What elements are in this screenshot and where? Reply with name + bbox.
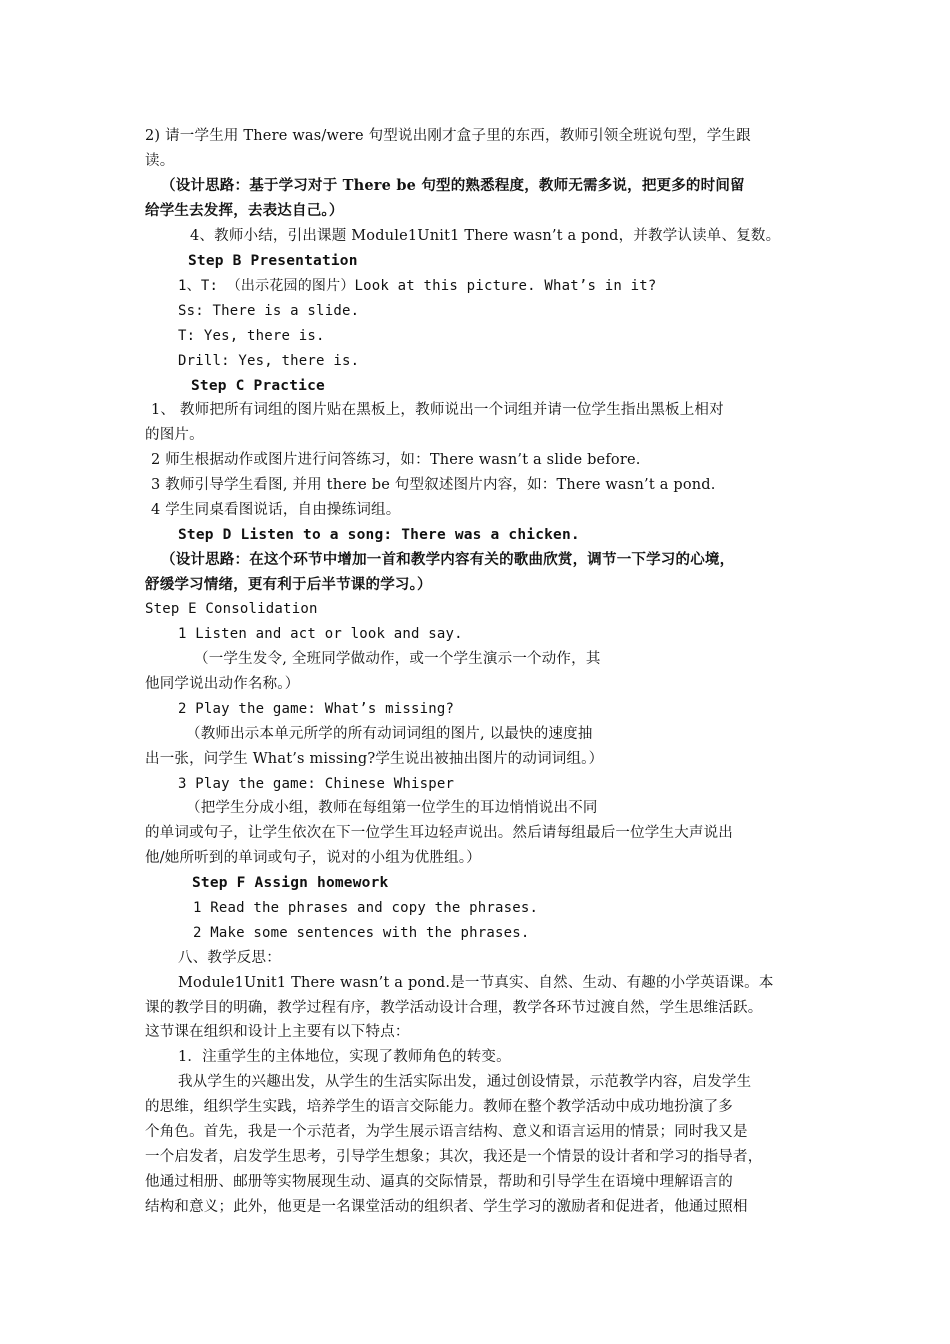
dialogue-line: T: Yes, there is. [178, 328, 325, 344]
text-line: 2 师生根据动作或图片进行问答练习，如：There wasn’t a slide before. [151, 452, 641, 468]
text-line: 的单词或句子，让学生依次在下一位学生耳边轻声说出。然后请每组最后一位学生大声说出 [145, 825, 733, 841]
text-line: 出一张，问学生 What’s missing?学生说出被抽出图片的动词词组。） [145, 751, 604, 767]
design-note: （设计思路：基于学习对于 There be 句型的熟悉程度，教师无需多说，把更多的时间留 [161, 177, 745, 194]
activity-line: 3 Play the game: Chinese Whisper [178, 776, 455, 792]
design-note: 给学生去发挥，去表达自己。） [145, 202, 344, 219]
text-line: 4 学生同桌看图说话，自由操练词组。 [151, 502, 401, 518]
design-note: 舒缓学习情绪，更有利于后半节课的学习。） [145, 576, 432, 593]
text-line: 2) 请一学生用 There was/were 句型说出刚才盒子里的东西，教师引领全班说句型，学生跟 [145, 128, 751, 144]
dialogue-line: 1、T: （出示花园的图片）Look at this picture. What’s in it? [178, 278, 657, 294]
text-line: 4、教师小结，引出课题 Module1Unit1 There wasn’t a pond，并教学认读单、复数。 [190, 228, 781, 244]
text-line: 他通过相册、邮册等实物展现生动、逼真的交际情景，帮助和引导学生在语境中理解语言的 [145, 1174, 733, 1190]
text-line: 他同学说出动作名称。） [145, 676, 300, 692]
homework-line: 1 Read the phrases and copy the phrases. [193, 900, 539, 916]
text-line: 的思维，组织学生实践，培养学生的语言交际能力。教师在整个教学活动中成功地扮演了多 [145, 1099, 733, 1115]
design-note: （设计思路：在这个环节中增加一首和教学内容有关的歌曲欣赏，调节一下学习的心境， [161, 551, 735, 568]
activity-line: 1 Listen and act or look and say. [178, 626, 463, 642]
step-heading: Step E Consolidation [145, 601, 318, 617]
text-line: 他/她所听到的单词或句子，说对的小组为优胜组。） [145, 850, 481, 866]
text-line: 1．注重学生的主体地位，实现了教师角色的转变。 [178, 1049, 511, 1065]
section-heading: 八、教学反思： [178, 950, 281, 966]
text-line: （教师出示本单元所学的所有动词词组的图片, 以最快的速度抽 [186, 726, 593, 742]
dialogue-line: Drill: Yes, there is. [178, 353, 360, 369]
homework-line: 2 Make some sentences with the phrases. [193, 925, 530, 941]
activity-line: 2 Play the game: What’s missing? [178, 701, 455, 717]
text-line: 读。 [145, 153, 175, 169]
text-line: 课的教学目的明确，教学过程有序，教学活动设计合理，教学各环节过渡自然，学生思维活跃。 [145, 1000, 763, 1016]
text-line: 1、 教师把所有词组的图片贴在黑板上，教师说出一个词组并请一位学生指出黑板上相对 [151, 402, 724, 418]
text-line: 这节课在组织和设计上主要有以下特点： [145, 1024, 410, 1040]
text-line: 的图片。 [145, 427, 204, 443]
text-line: 我从学生的兴趣出发，从学生的生活实际出发，通过创设情景，示范教学内容，启发学生 [178, 1074, 752, 1090]
step-heading: Step C Practice [191, 378, 325, 394]
step-heading: Step B Presentation [188, 253, 358, 269]
text-line: （一学生发令, 全班同学做动作，或一个学生演示一个动作，其 [194, 651, 601, 667]
text-line: 个角色。首先，我是一个示范者，为学生展示语言结构、意义和语言运用的情景；同时我又是 [145, 1124, 748, 1140]
text-line: 结构和意义；此外，他更是一名课堂活动的组织者、学生学习的激励者和促进者，他通过照相 [145, 1199, 748, 1215]
step-heading: Step F Assign homework [192, 875, 389, 891]
text-line: 一个启发者，启发学生思考，引导学生想象；其次，我还是一个情景的设计者和学习的指导者， [145, 1149, 763, 1165]
step-heading: Step D Listen to a song: There was a chicken. [178, 527, 580, 543]
dialogue-line: Ss: There is a slide. [178, 303, 360, 319]
text-line: 3 教师引导学生看图, 并用 there be 句型叙述图片内容，如：There wasn’t a pond. [151, 477, 716, 493]
text-line: Module1Unit1 There wasn’t a pond.是一节真实、自然、生动、有趣的小学英语课。本 [178, 975, 774, 991]
text-line: （把学生分成小组，教师在每组第一位学生的耳边悄悄说出不同 [186, 800, 598, 816]
